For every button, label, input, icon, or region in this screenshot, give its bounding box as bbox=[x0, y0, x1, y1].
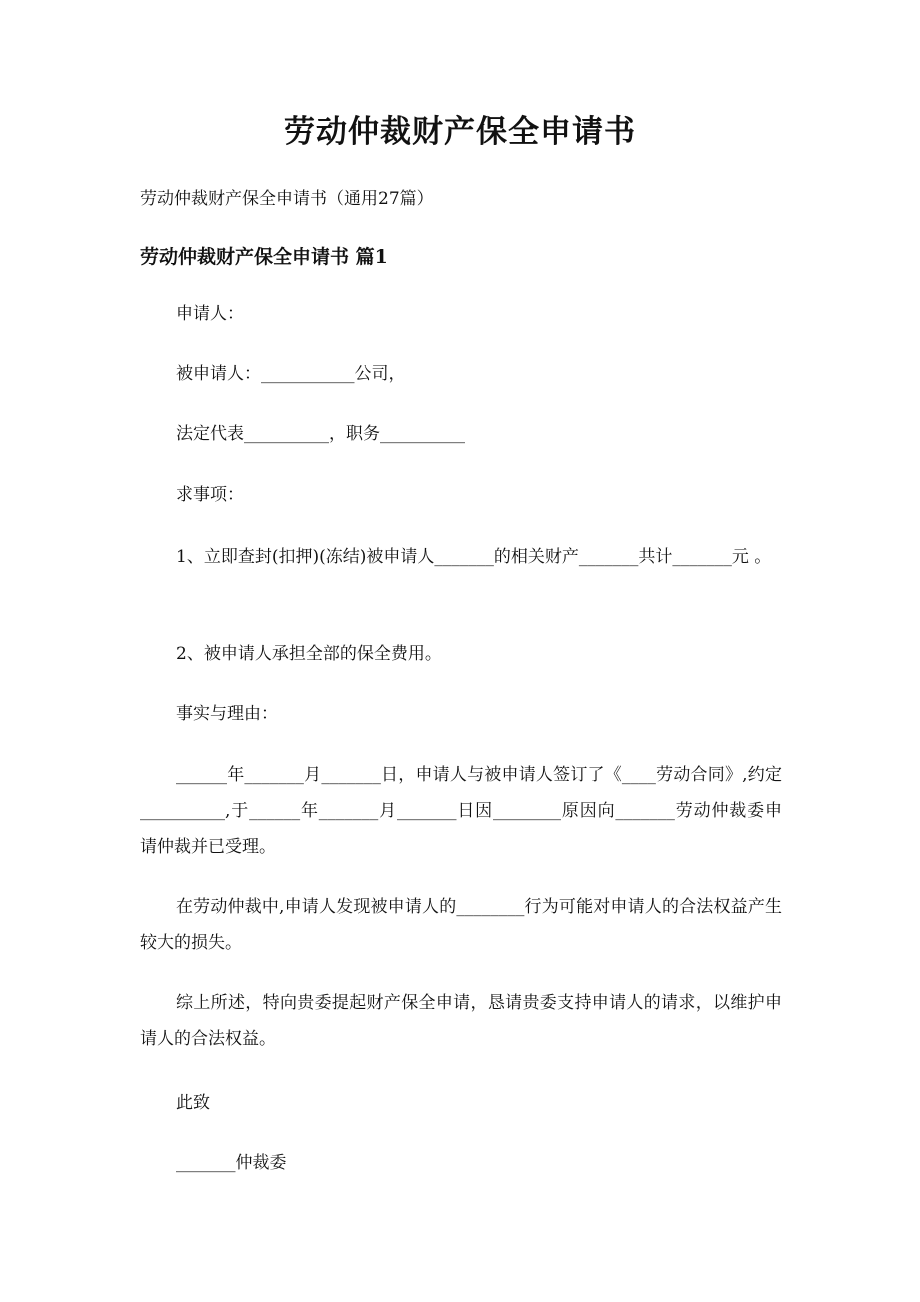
document-title: 劳动仲裁财产保全申请书 bbox=[284, 114, 636, 150]
request-items-heading: 求事项： bbox=[176, 485, 244, 505]
committee-line: _______仲裁委 bbox=[176, 1153, 287, 1173]
request-item-2: 2、被申请人承担全部的保全费用。 bbox=[176, 644, 442, 664]
summary-paragraph: 综上所述，特向贵委提起财产保全申请，恳请贵委支持申请人的请求，以维护申请人的合法权益。 bbox=[140, 993, 782, 1049]
document-subtitle: 劳动仲裁财产保全申请书（通用27篇） bbox=[140, 189, 434, 209]
facts-paragraph: ______年_______月_______日，申请人与被申请人签订了《____劳动合同》,约定__________,于______年_______月_______日因________原因向_______劳动仲裁委申请仲裁并已受理。 bbox=[140, 765, 782, 857]
section-heading: 劳动仲裁财产保全申请书 篇1 bbox=[140, 246, 388, 268]
found-paragraph: 在劳动仲裁中,申请人发现被申请人的________行为可能对申请人的合法权益产生较大的损失。 bbox=[140, 897, 782, 953]
respondent-line: 被申请人：___________公司， bbox=[176, 364, 406, 384]
facts-reasons-heading: 事实与理由： bbox=[176, 704, 278, 724]
request-item-1: 1、立即查封(扣押)(冻结)被申请人_______的相关财产_______共计_______元 。 bbox=[176, 547, 772, 567]
legal-representative-line: 法定代表__________，职务__________ bbox=[176, 424, 465, 444]
salutation-line: 此致 bbox=[176, 1093, 210, 1113]
applicant-line: 申请人： bbox=[176, 304, 244, 324]
